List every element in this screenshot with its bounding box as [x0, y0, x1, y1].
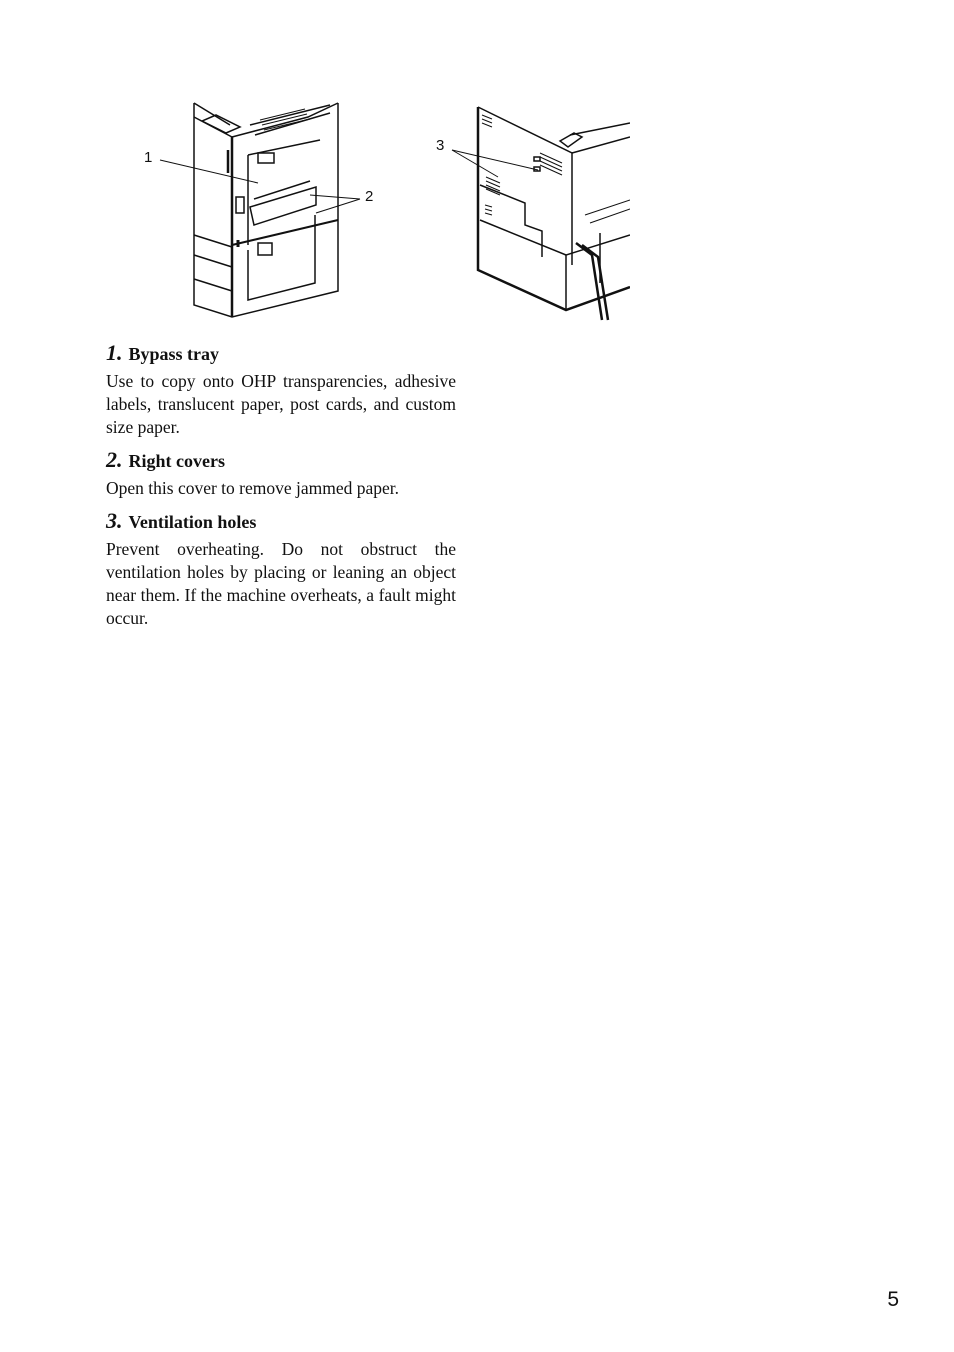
copier-line-drawing — [130, 95, 630, 330]
item-title: Bypass tray — [128, 344, 220, 364]
item-title: Right covers — [128, 451, 225, 471]
page-number: 5 — [887, 1288, 899, 1311]
callout-label-1: 1 — [144, 149, 153, 166]
copier-illustration — [130, 95, 630, 330]
item-number: 2. — [106, 447, 123, 472]
list-item — [106, 340, 456, 439]
item-description: Open this cover to remove jammed paper. — [106, 478, 400, 498]
item-heading — [106, 447, 456, 473]
description-list — [106, 340, 456, 638]
item-number: 1. — [106, 340, 123, 365]
item-description: Prevent overheating. Do not obstruct the ventilation holes by placing or leaning an object near them. If the machine overheats, a fault might occur. — [106, 539, 456, 628]
item-number: 3. — [106, 508, 123, 533]
item-heading — [106, 508, 456, 534]
list-item — [106, 447, 456, 500]
callout-label-2: 2 — [365, 188, 374, 205]
item-heading — [106, 340, 456, 366]
item-title: Ventilation holes — [128, 512, 257, 532]
item-description: Use to copy onto OHP transparencies, adhesive labels, translucent paper, post cards, and custom size paper. — [106, 371, 456, 437]
callout-label-3: 3 — [436, 137, 445, 154]
list-item — [106, 508, 456, 630]
